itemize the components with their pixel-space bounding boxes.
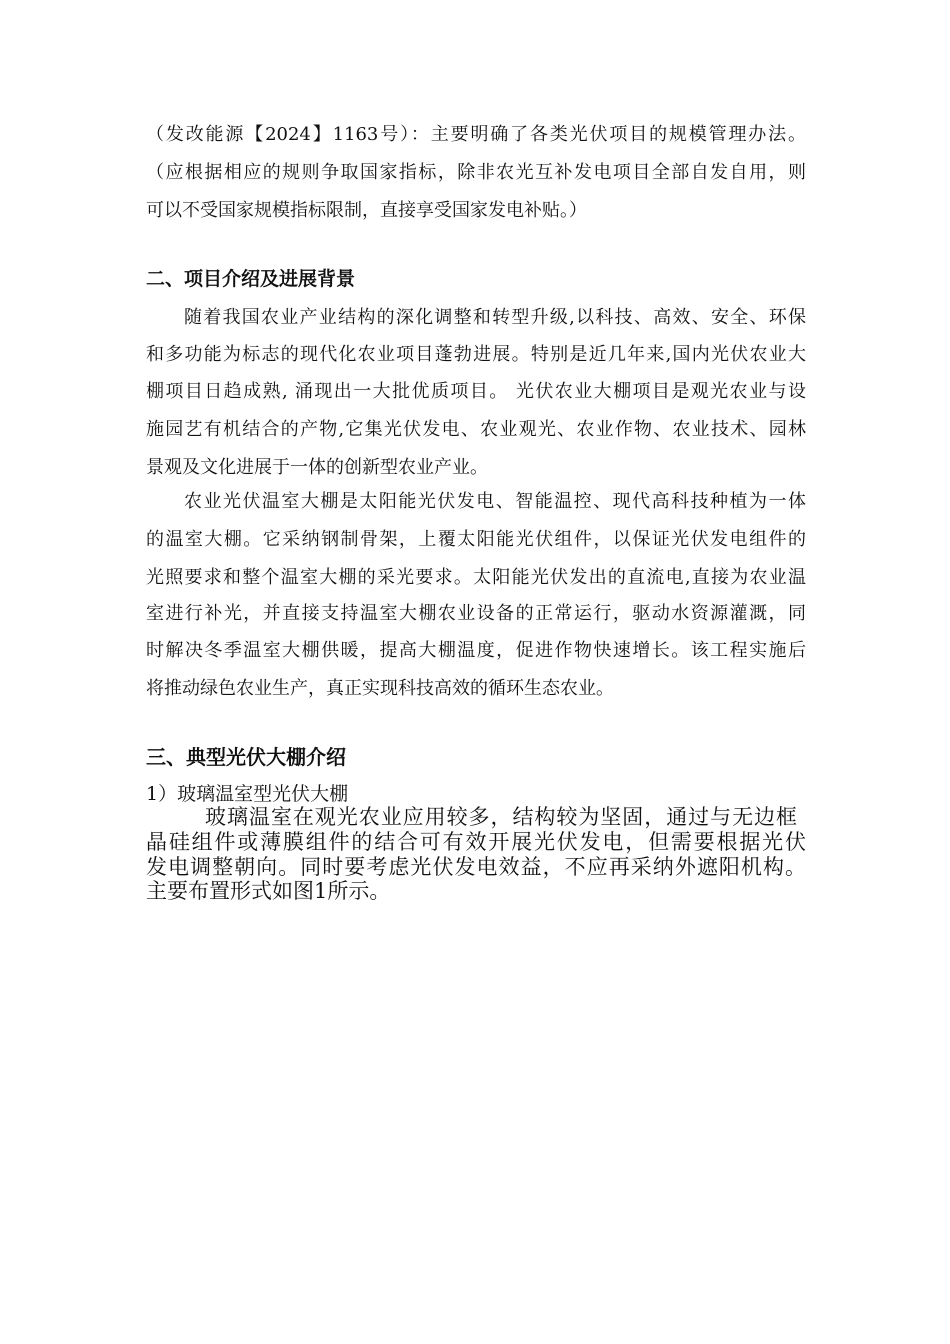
intro-line-2: （应根据相应的规则争取国家指标，除非农光互补发电项目全部自发自用，则	[146, 162, 806, 183]
section-3-subheading: 1）玻璃温室型光伏大棚	[146, 783, 349, 805]
section-2-para-1-line-4: 施园艺有机结合的产物,它集光伏发电、农业观光、农业作物、农业技术、园林	[146, 419, 806, 440]
section-2-para-2-line-6: 将推动绿色农业生产，真正实现科技高效的循环生态农业。	[146, 678, 614, 699]
section-2-para-1-line-2: 和多功能为标志的现代化农业项目蓬勃进展。特别是近几年来,国内光伏农业大	[146, 344, 806, 365]
section-2-para-2-line-4: 室进行补光，并直接支持温室大棚农业设备的正常运行，驱动水资源灌溉，同	[146, 603, 806, 624]
section-2-heading: 二、项目介绍及进展背景	[146, 268, 356, 290]
section-2-para-1-line-5: 景观及文化进展于一体的创新型农业产业。	[146, 457, 488, 478]
section-2-para-2-line-5: 时解决冬季温室大棚供暖，提高大棚温度，促进作物快速增长。该工程实施后	[146, 640, 806, 661]
section-3-para-line-3: 发电调整朝向。同时要考虑光伏发电效益，不应再采纳外遮阳机构。	[146, 855, 806, 879]
intro-line-1: （发改能源【2024】1163号）：主要明确了各类光伏项目的规模管理办法。	[146, 124, 806, 145]
section-2-para-2-line-1: 农业光伏温室大棚是太阳能光伏发电、智能温控、现代高科技种植为一体	[184, 491, 806, 512]
section-2-para-1-line-3: 棚项目日趋成熟, 涌现出一大批优质项目。 光伏农业大棚项目是观光农业与设	[146, 381, 806, 402]
section-3-para-line-4: 主要布置形式如图1所示。	[146, 879, 391, 903]
section-2-para-2-line-2: 的温室大棚。它采纳钢制骨架，上覆太阳能光伏组件，以保证光伏发电组件的	[146, 529, 806, 550]
section-3-heading: 三、典型光伏大棚介绍	[146, 745, 346, 769]
section-3-para-line-1: 玻璃温室在观光农业应用较多，结构较为坚固，通过与无边框	[205, 805, 797, 829]
intro-line-3: 可以不受国家规模指标限制，直接享受国家发电补贴。）	[146, 200, 587, 221]
section-3-para-line-2: 晶硅组件或薄膜组件的结合可有效开展光伏发电，但需要根据光伏	[146, 830, 806, 854]
section-2-para-2-line-3: 光照要求和整个温室大棚的采光要求。太阳能光伏发出的直流电,直接为农业温	[146, 567, 806, 588]
section-2-para-1-line-1: 随着我国农业产业结构的深化调整和转型升级,以科技、高效、安全、环保	[184, 307, 806, 328]
